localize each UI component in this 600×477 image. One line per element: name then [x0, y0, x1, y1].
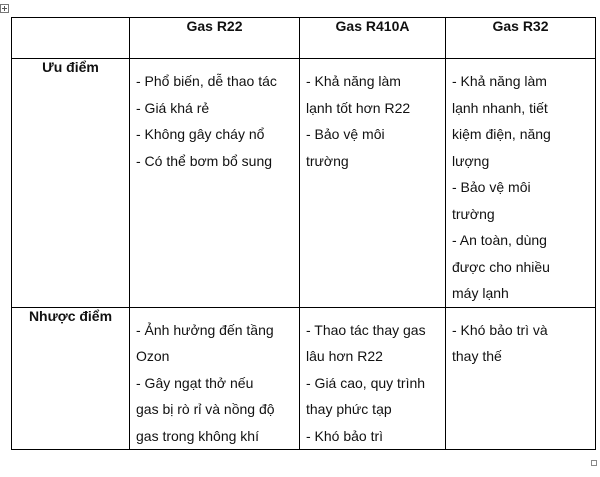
cell-lines — [300, 308, 445, 450]
cell-lines — [300, 59, 445, 174]
comparison-table — [11, 17, 596, 450]
cell-lines — [446, 59, 595, 307]
cell-pros-r22[interactable] — [130, 59, 300, 308]
cell-line: - Giá khá rẻ — [136, 99, 210, 116]
header-cell-r22[interactable]: Gas R22 — [130, 18, 300, 59]
cell-line: - An toàn, dùng — [452, 232, 547, 248]
cell-line: gas trong không khí — [136, 427, 259, 444]
table-header-row — [12, 18, 596, 59]
cell-line: thay phức tạp — [306, 401, 392, 417]
cell-line: máy lạnh — [452, 285, 509, 301]
cell-line: lượng — [452, 152, 490, 169]
cell-line: - Bảo vệ môi — [452, 179, 531, 195]
cell-line: lạnh tốt hơn R22 — [306, 99, 411, 116]
cell-line: kiệm điện, năng — [452, 126, 551, 142]
cell-line: - Khả năng làm — [452, 73, 547, 89]
cell-line: lâu hơn R22 — [306, 348, 383, 364]
cell-line: - Gây ngạt thở nếu — [136, 374, 254, 391]
cell-line: - Khả năng làm — [306, 73, 401, 89]
cell-cons-r32[interactable] — [446, 307, 596, 450]
row-label-cons[interactable]: Nhược điểm — [12, 307, 130, 450]
cell-pros-r410a[interactable] — [300, 59, 446, 308]
table-row-cons — [12, 307, 596, 450]
cell-pros-r32[interactable] — [446, 59, 596, 308]
table-row-pros — [12, 59, 596, 308]
table-move-handle-icon[interactable] — [0, 4, 9, 13]
cell-lines — [446, 308, 595, 370]
cell-line: - Ảnh hưởng đến tầng — [136, 321, 274, 338]
cell-line: - Có thể bơm bổ sung — [136, 152, 273, 169]
header-cell-r32[interactable]: Gas R32 — [446, 18, 596, 59]
cell-line: trường — [306, 152, 349, 169]
row-label-pros[interactable]: Ưu điểm — [12, 59, 130, 308]
cell-line: - Khó bảo trì và — [452, 321, 548, 338]
cell-line: - Khó bảo trì — [306, 427, 384, 444]
cell-line: - Phổ biến, dễ thao tác — [136, 73, 277, 89]
header-cell-empty[interactable] — [12, 18, 130, 59]
cell-cons-r410a[interactable] — [300, 307, 446, 450]
cell-line: gas bị rò rỉ và nồng độ — [136, 401, 275, 417]
table-resize-handle-icon[interactable] — [591, 460, 597, 466]
cell-line: lạnh nhanh, tiết — [452, 99, 548, 116]
cell-line: được cho nhiều — [452, 258, 550, 275]
header-cell-r410a[interactable]: Gas R410A — [300, 18, 446, 59]
cell-line: trường — [452, 205, 495, 222]
cell-lines — [130, 59, 299, 174]
cell-line: - Giá cao, quy trình — [306, 374, 426, 391]
cell-line: - Không gây cháy nổ — [136, 126, 265, 142]
cell-line: thay thế — [452, 348, 502, 364]
cell-line: - Thao tác thay gas — [306, 321, 426, 338]
cell-cons-r22[interactable] — [130, 307, 300, 450]
cell-line: Ozon — [136, 348, 170, 364]
cell-line: - Bảo vệ môi — [306, 126, 385, 142]
cell-lines — [130, 308, 299, 450]
